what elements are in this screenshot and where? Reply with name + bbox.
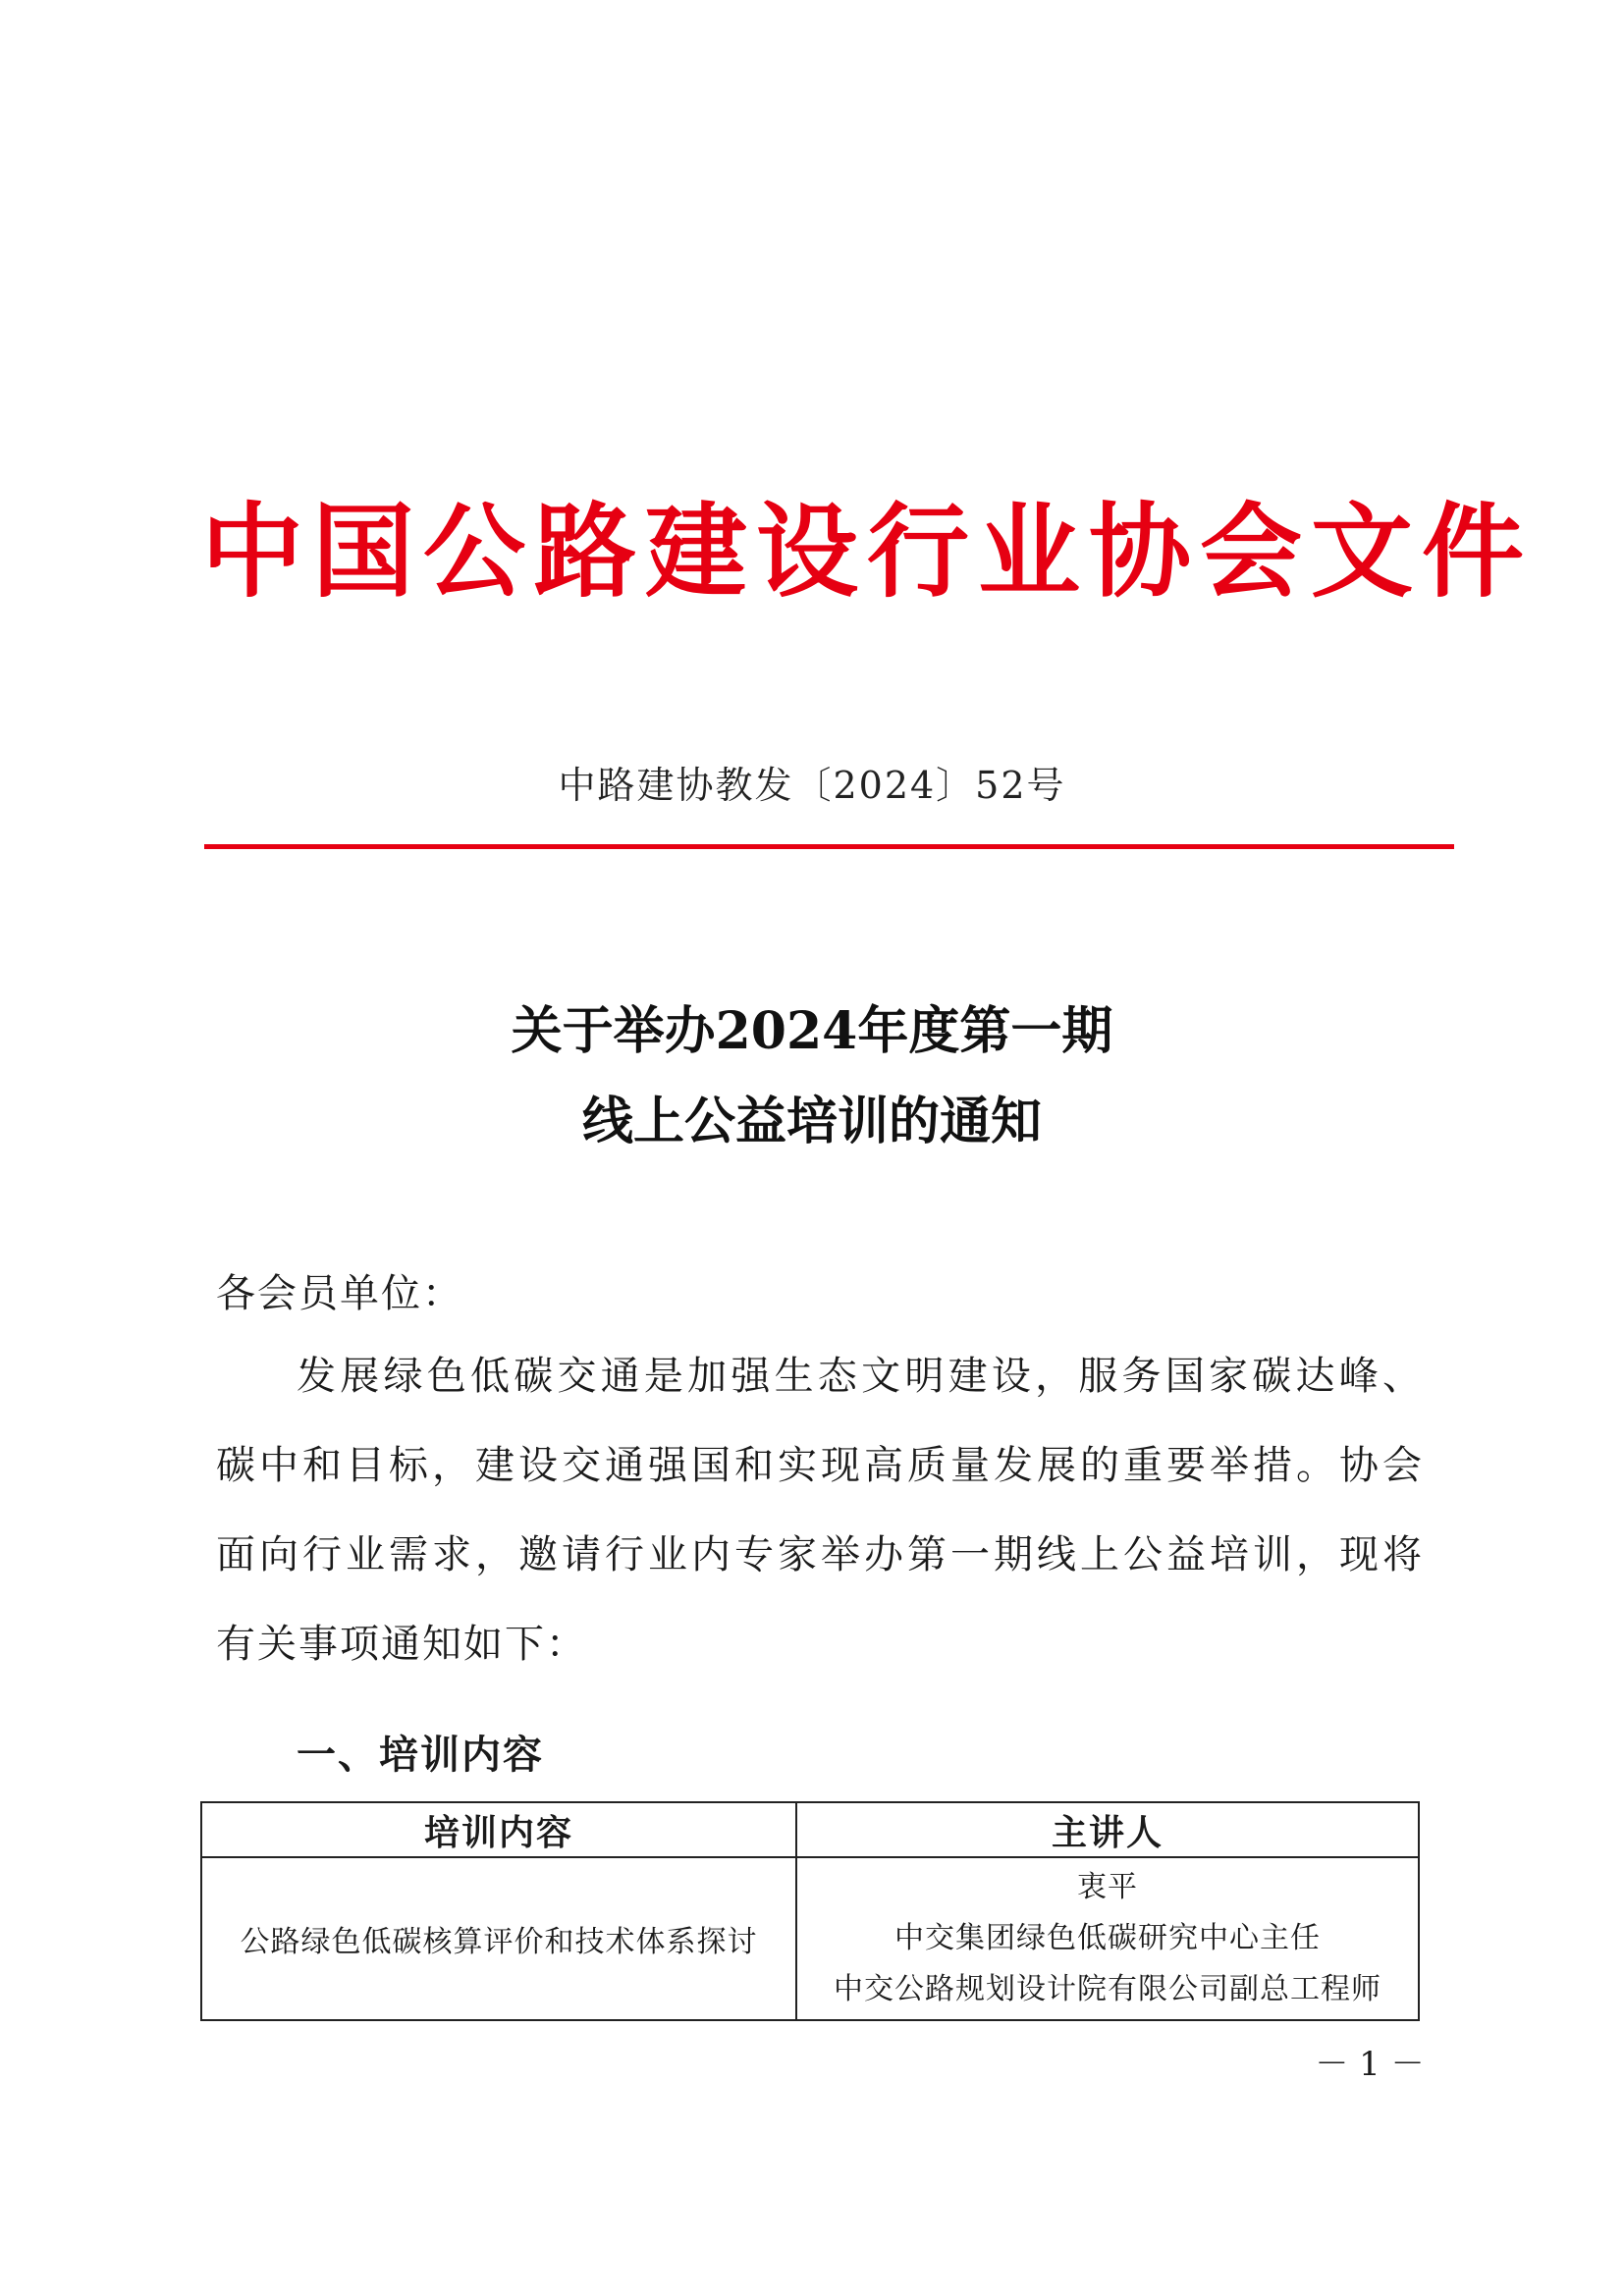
table-row [201, 1857, 1419, 2020]
body-paragraph-line: 有关事项通知如下： [216, 1622, 587, 1667]
letterhead-title: 中国公路建设行业协会文件 [201, 492, 1534, 612]
body-paragraph-line: 碳中和目标，建设交通强国和实现高质量发展的重要举措。协会 [216, 1443, 1424, 1488]
red-separator-line [204, 844, 1454, 849]
speaker-title: 中交集团绿色低碳研究中心主任 [894, 1921, 1321, 1955]
notice-title [0, 987, 1624, 1167]
salutation: 各会员单位： [216, 1271, 463, 1316]
training-table [200, 1801, 1420, 2021]
speaker-title: 中交公路规划设计院有限公司副总工程师 [834, 1972, 1381, 2006]
document-number: 中路建协教发〔2024〕52号 [558, 764, 1066, 807]
page-number: － 1 － [1315, 2045, 1425, 2084]
training-topic-cell: 公路绿色低碳核算评价和技术体系探讨 [201, 1857, 796, 2020]
speaker-cell [796, 1857, 1419, 2020]
table-header-speaker: 主讲人 [796, 1802, 1419, 1857]
speaker-name: 衷平 [1077, 1870, 1138, 1904]
notice-title-line-1: 关于举办2024年度第一期 [511, 1001, 1113, 1061]
table-header-content: 培训内容 [201, 1802, 796, 1857]
table-header-row [201, 1802, 1419, 1857]
section-heading-training-content: 一、培训内容 [297, 1733, 544, 1778]
body-paragraph-line: 面向行业需求，邀请行业内专家举办第一期线上公益培训，现将 [216, 1532, 1424, 1577]
body-paragraph-line: 发展绿色低碳交通是加强生态文明建设，服务国家碳达峰、 [297, 1354, 1424, 1399]
notice-title-line-2: 线上公益培训的通知 [581, 1092, 1042, 1151]
